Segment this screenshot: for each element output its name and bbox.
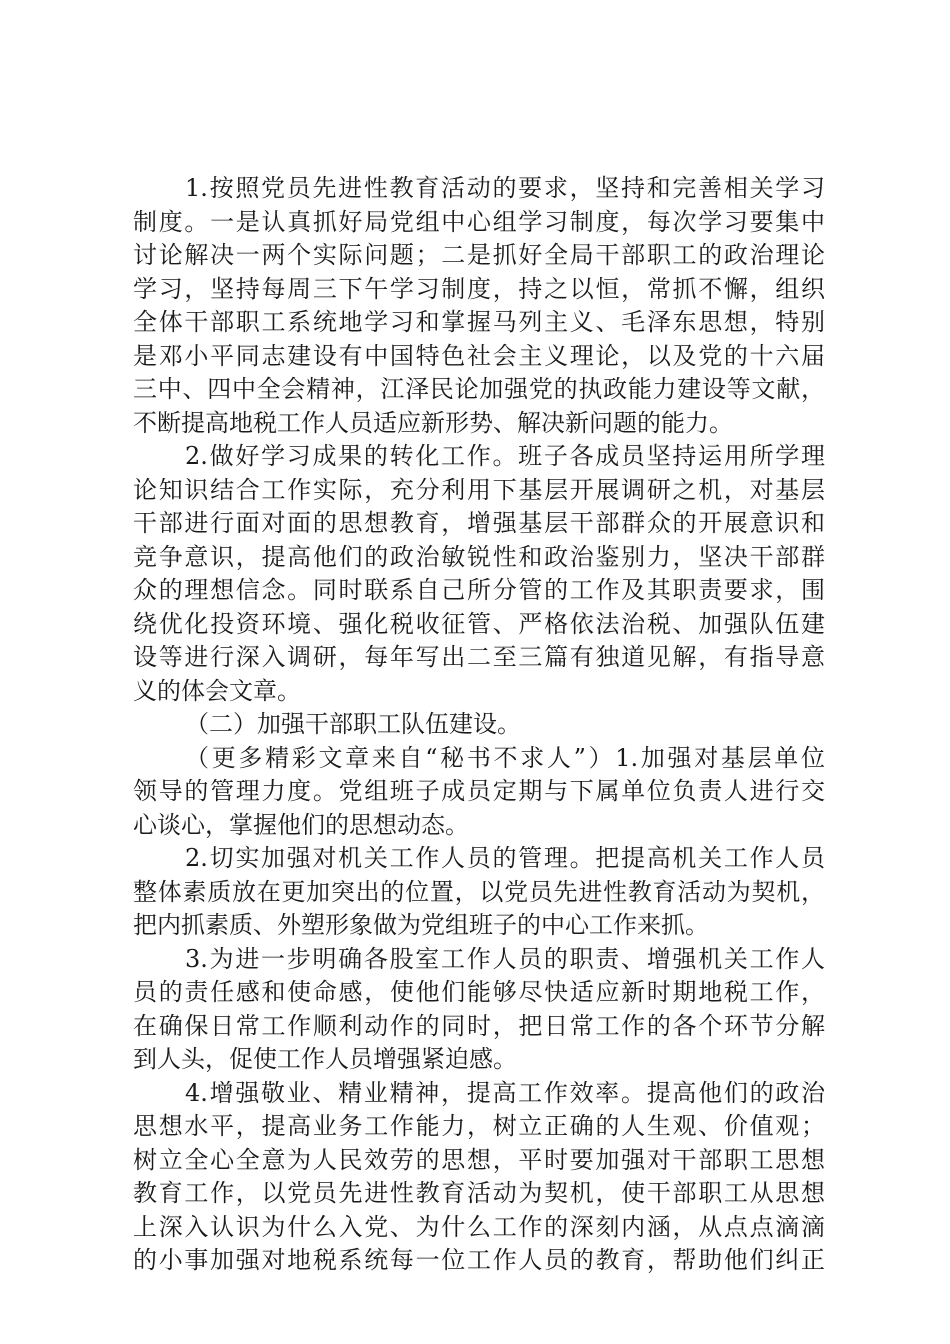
document-body [133, 172, 825, 1278]
text-line: 2.做好学习成果的转化工作。班子各成员坚持运用所学理 [185, 442, 825, 470]
text-line: 设等进行深入调研，每年写出二至三篇有独道见解，有指导意 [133, 643, 825, 671]
paragraph-4 [133, 842, 825, 943]
paragraph-6 [133, 1077, 825, 1278]
paragraph-3 [133, 742, 825, 843]
section-heading [133, 708, 825, 742]
text-line: 不断提高地税工作人员适应新形势、解决新问题的能力。 [133, 408, 733, 437]
text-line: 论知识结合工作实际，充分利用下基层开展调研之机，对基层 [133, 475, 825, 504]
text-line: 3.为进一步明确各股室工作人员的职责、增强机关工作人 [185, 944, 825, 973]
text-line: 讨论解决一两个实际问题；二是抓好全局干部职工的政治理论 [133, 241, 825, 269]
text-line: 学习，坚持每周三下午学习制度，持之以恒，常抓不懈，组织 [133, 274, 825, 303]
text-line: 思想水平，提高业务工作能力，树立正确的人生观、价值观； [133, 1112, 825, 1140]
paragraph-5 [133, 943, 825, 1077]
text-line: 绕优化投资环境、强化税收征管、严格依法治税、加强队伍建 [133, 609, 825, 638]
text-line: 领导的管理力度。党组班子成员定期与下属单位负责人进行交 [133, 777, 825, 805]
text-line: 把内抓素质、外塑形象做为党组班子的中心工作来抓。 [133, 911, 709, 939]
text-line: 树立全心全意为人民效劳的思想，平时要加强对干部职工思想 [133, 1145, 825, 1174]
text-line: 全体干部职工系统地学习和掌握马列主义、毛泽东思想，特别 [133, 308, 825, 336]
text-line: 众的理想信念。同时联系自己所分管的工作及其职责要求，围 [133, 576, 825, 604]
text-line: 心谈心，掌握他们的思想动态。 [133, 810, 469, 839]
text-line: 竞争意识，提高他们的政治敏锐性和政治鉴别力，坚决干部群 [133, 542, 825, 571]
paragraph-2 [133, 440, 825, 708]
text-line: 1.按照党员先进性教育活动的要求，坚持和完善相关学习 [185, 174, 825, 202]
text-line: 是邓小平同志建设有中国特色社会主义理论，以及党的十六届 [133, 341, 825, 370]
text-line: 2.切实加强对机关工作人员的管理。把提高机关工作人员 [185, 844, 825, 872]
text-line: 三中、四中全会精神，江泽民论加强党的执政能力建设等文献， [133, 375, 825, 403]
text-line: 4.增强敬业、精业精神，提高工作效率。提高他们的政治 [185, 1078, 825, 1107]
text-line: 制度。一是认真抓好局党组中心组学习制度，每次学习要集中 [133, 207, 825, 236]
text-line: （二）加强干部职工队伍建设。 [185, 710, 521, 738]
text-line: 的小事加强对地税系统每一位工作人员的教育，帮助他们纠正 [133, 1246, 825, 1274]
text-line: 上深入认识为什么入党、为什么工作的深刻内涵，从点点滴滴 [133, 1212, 825, 1241]
text-line: （更多精彩文章来自“秘书不求人”）1.加强对基层单位 [185, 743, 825, 772]
text-line: 员的责任感和使命感，使他们能够尽快适应新时期地税工作， [133, 978, 825, 1006]
text-line: 教育工作，以党员先进性教育活动为契机，使干部职工从思想 [133, 1179, 825, 1207]
text-line: 义的体会文章。 [133, 676, 301, 705]
text-line: 干部进行面对面的思想教育，增强基层干部群众的开展意识和 [133, 509, 825, 537]
text-line: 到人头，促使工作人员增强紧迫感。 [133, 1045, 517, 1073]
text-line: 整体素质放在更加突出的位置，以党员先进性教育活动为契机， [133, 877, 825, 906]
paragraph-1 [133, 172, 825, 440]
text-line: 在确保日常工作顺利动作的同时，把日常工作的各个环节分解 [133, 1011, 825, 1040]
